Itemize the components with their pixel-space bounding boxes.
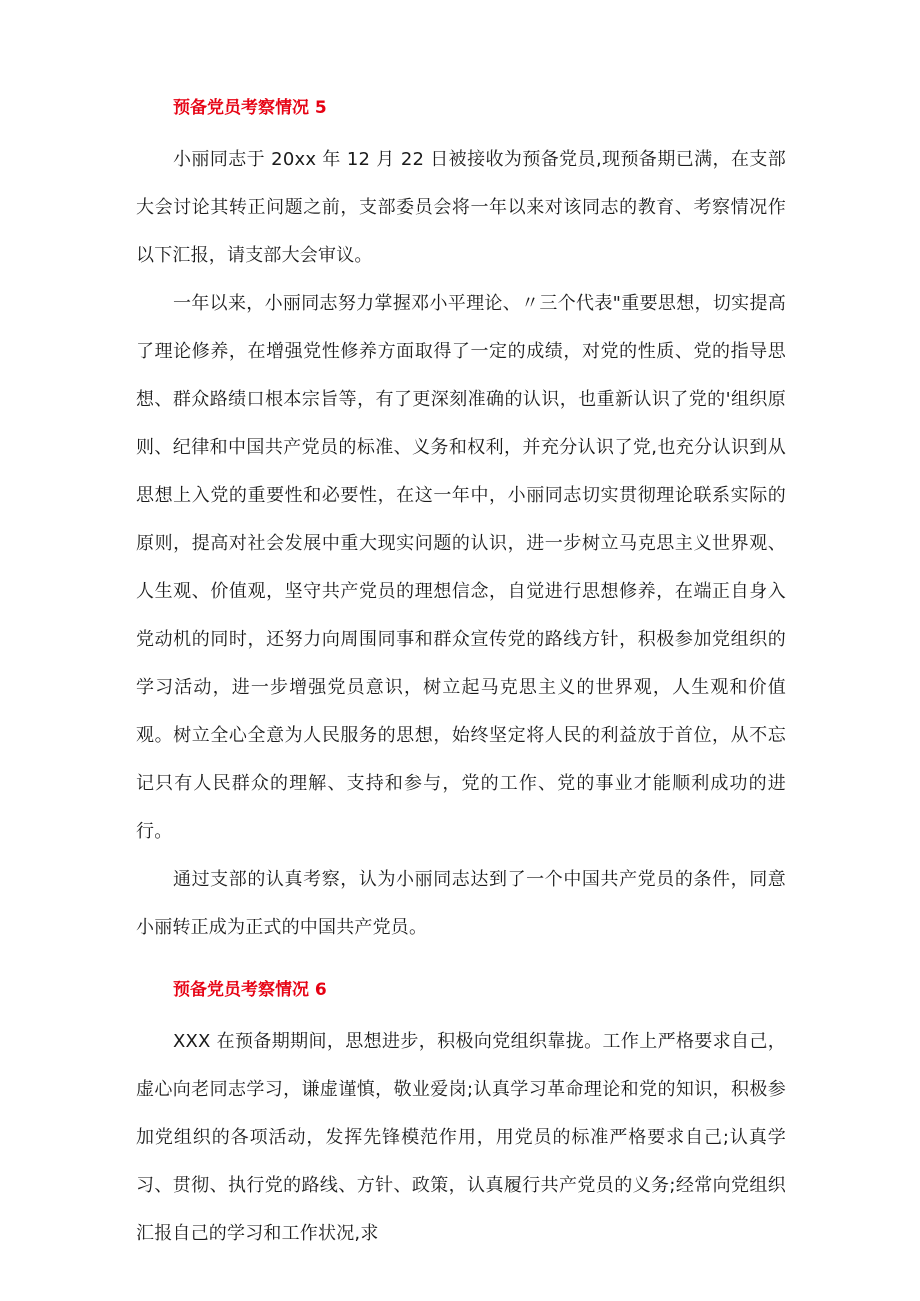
paragraph: 通过支部的认真考察，认为小丽同志达到了一个中国共产党员的条件，同意小丽转正成为正式的中国共产党员。 [136, 869, 786, 938]
paragraph: 一年以来，小丽同志努力掌握邓小平理论、〃三个代表"重要思想，切实提高了理论修养，在增强党性修养方面取得了一定的成绩，对党的性质、党的指导思想、群众路绩口根本宗旨等，有了更深刻准确的认识，也重新认识了党的'组织原则、纪律和中国共产党员的标准、义务和权利，并充分认识了党,也充分认识到从思想上入党的重要性和必要性，在这一年中，小丽同志切实贯彻理论联系实际的原则，提高对社会发展中重大现实问题的认识，进一步树立马克思主义世界观、人生观、价值观，坚守共产党员的理想信念，自觉进行思想修养，在端正自身入党动机的同时，还努力向周围同事和群众宣传党的路线方针，积极参加党组织的学习活动，进一步增强党员意识，树立起马克思主义的世界观，人生观和价值观。树立全心全意为人民服务的思想，始终坚定将人民的利益放于首位，从不忘记只有人民群众的理解、支持和参与，党的工作、党的事业才能顺利成功的进行。 [136, 293, 786, 842]
paragraph: XXX 在预备期期间，思想进步，积极向党组织靠拢。工作上严格要求自己，虚心向老同志学习，谦虚谨慎，敬业爱岗;认真学习革命理论和党的知识，积极参加党组织的各项活动，发挥先锋模范作用，用党员的标准严格要求自己;认真学习、贯彻、执行党的路线、方针、政策，认真履行共产党员的义务;经常向党组织汇报自己的学习和工作状况,求 [136, 1031, 786, 1244]
section-title: 预备党员考察情况 6 [173, 980, 327, 1000]
section-title: 预备党员考察情况 5 [173, 98, 327, 118]
document-page [136, 96, 786, 1258]
paragraph: 小丽同志于 20xx 年 12 月 22 日被接收为预备党员,现预备期已满，在支部大会讨论其转正问题之前，支部委员会将一年以来对该同志的教育、考察情况作以下汇报，请支部大会审议。 [136, 149, 786, 266]
section-6 [136, 978, 786, 1258]
section-5 [136, 96, 786, 952]
